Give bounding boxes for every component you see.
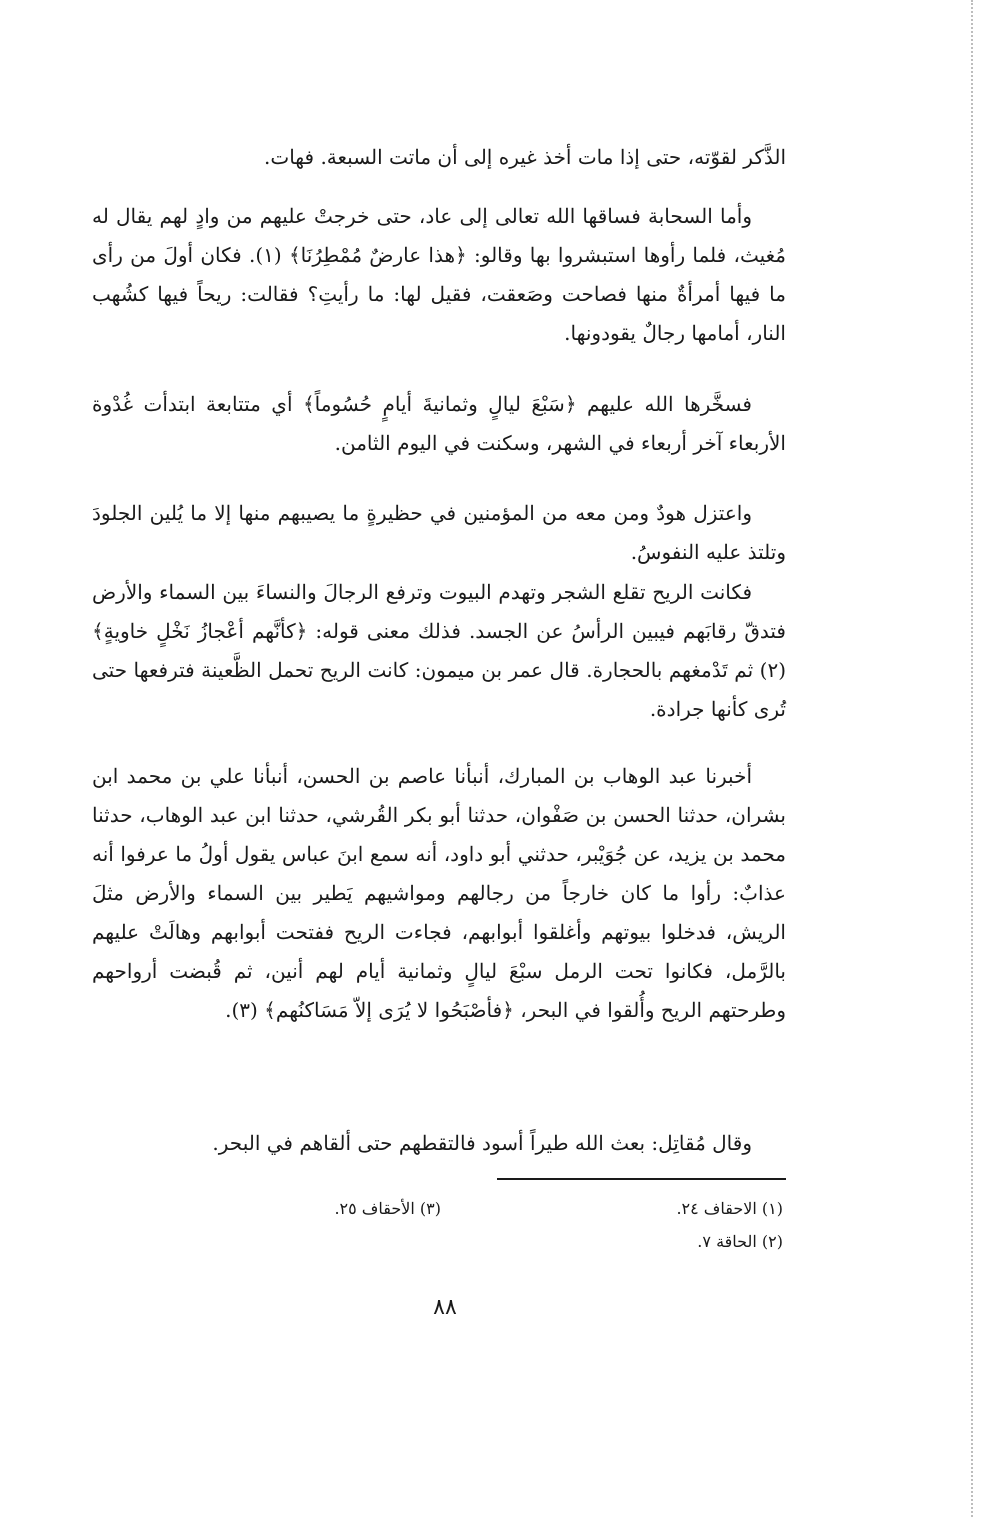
footnote-2: (٢) الحاقة ٧. <box>697 1232 783 1251</box>
paragraph-1 <box>92 138 786 177</box>
footnote-separator <box>497 1178 786 1180</box>
paragraph-5 <box>92 573 786 729</box>
paragraph-text: وأما السحابة فساقها الله تعالى إلى عاد، حتى خرجتْ عليهم من وادٍ لهم يقال له مُغيث، فلما رأوها استبشروا بها وقالو: ﴿هذا عارضٌ مُمْطِرُنَا﴾ (١). فكان أولَ من رأى ما فيها أمرأةٌ منها فصاحت وصَعقت، فقيل لها: ما رأيتِ؟ فقالت: ريحاً فيها كشُهب النار، أمامها رجالٌ يقودونها. <box>92 204 786 345</box>
paragraph-text: واعتزل هودٌ ومن معه من المؤمنين في حظيرةٍ ما يصيبهم منها إلا ما يُلين الجلودَ وتلتذ عليه النفوسُ. <box>92 501 786 564</box>
paragraph-3 <box>92 385 786 463</box>
paragraph-2 <box>92 197 786 353</box>
page-number: ٨٨ <box>433 1295 457 1320</box>
paragraph-text: فكانت الريح تقلع الشجر وتهدم البيوت وترفع الرجالَ والنساءَ بين السماء والأرض فتدقّ رقابَهم فيبين الرأسُ عن الجسد. فذلك معنى قوله: ﴿كأنَّهم أعْجازُ نَخْلٍ خاويةٍ﴾ (٢) ثم تَدْمغهم بالحجارة. قال عمر بن ميمون: كانت الريح تحمل الظَّعينة فترفعها حتى تُرى كأنها جرادة. <box>92 580 787 721</box>
paragraph-text: فسخَّرها الله عليهم ﴿سَبْعَ ليالٍ وثمانيةَ أيامٍ حُسُوماً﴾ أي متتابعة ابتدأت غُدْوة الأربعاء آخر أربعاء في الشهر، وسكنت في اليوم الثامن. <box>92 392 786 455</box>
paragraph-text: الذَّكر لقوّته، حتى إذا مات أخذ غيره إلى أن ماتت السبعة. فهات. <box>264 145 786 169</box>
footnote-3: (٣) الأحقاف ٢٥. <box>334 1199 441 1218</box>
paragraph-text: وقال مُقاتِل: بعث الله طيراً أسود فالتقطهم حتى ألقاهم في البحر. <box>212 1131 752 1155</box>
paragraph-4 <box>92 494 786 572</box>
paragraph-7 <box>92 1124 786 1163</box>
scan-margin-dots <box>971 0 973 1517</box>
footnote-1: (١) الاحقاف ٢٤. <box>676 1199 783 1218</box>
paragraph-text: أخبرنا عبد الوهاب بن المبارك، أنبأنا عاصم بن الحسن، أنبأنا علي بن محمد ابن بشران، حدثنا الحسن بن صَفْوان، حدثنا أبو بكر القُرشي، حدثنا ابن عبد الوهاب، حدثنا محمد بن يزيد، عن جُوَيْبر، حدثني أبو داود، أنه سمع ابنَ عباس يقول أولُ ما عرفوا أنه عذابٌ: رأوا ما كان خارجاً من رجالهم ومواشيهم يَطير بين السماء والأرض مثلَ الريش، فدخلوا بيوتهم وأغلقوا أبوابهم، فجاءت الريح ففتحت أبوابهم وهالَتْ عليهم بالرَّمل، فكانوا تحت الرمل سبْعَ ليالٍ وثمانية أيام لهم أنين، ثم قُبضت أرواحهم وطرحتهم الريح وأُلقوا في البحر، ﴿فأصْبَحُوا لا يُرَى إلاّ مَسَاكنُهم﴾ (٣). <box>92 764 786 1022</box>
paragraph-6 <box>92 757 786 1030</box>
